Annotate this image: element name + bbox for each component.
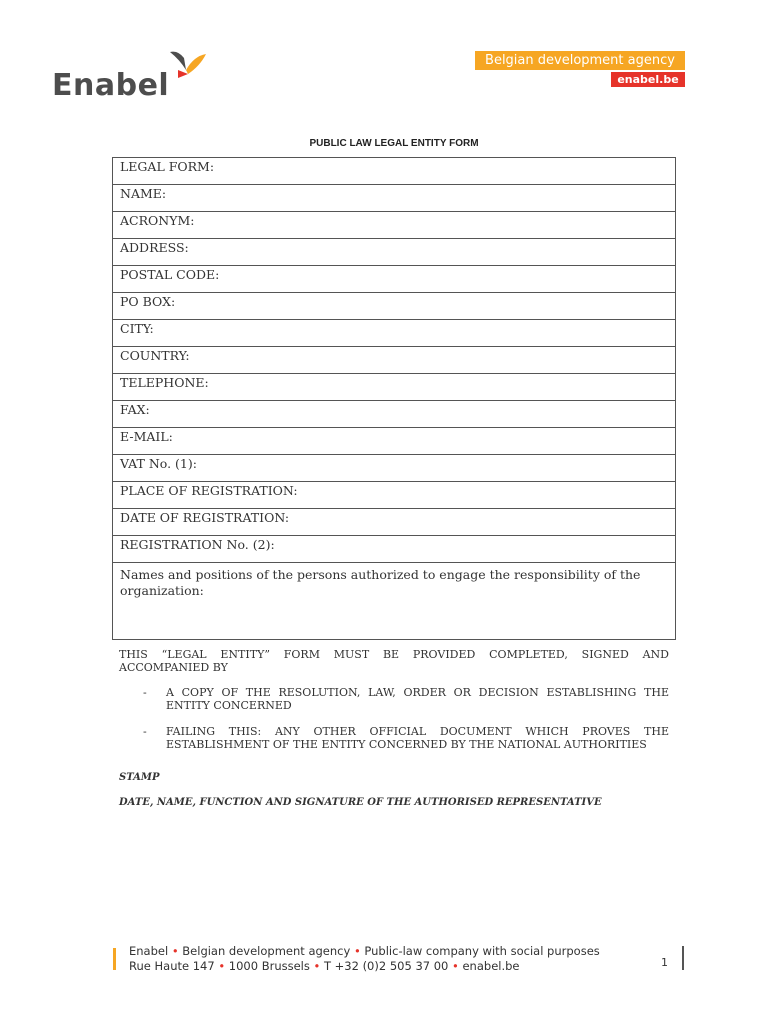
footer-separator: • — [452, 959, 459, 973]
requirement-item — [143, 686, 669, 712]
bird-icon — [164, 48, 208, 82]
footer-accent-bar — [113, 948, 116, 970]
form-field-legal-form[interactable]: LEGAL FORM: — [113, 158, 675, 185]
footer-separator: • — [353, 944, 361, 958]
page-number-bar — [682, 946, 684, 970]
requirement-item — [143, 725, 669, 751]
footer-org: Enabel — [129, 944, 169, 958]
form-field-postal-code[interactable]: POSTAL CODE: — [113, 266, 675, 293]
footer-company-type: Public-law company with social purposes — [364, 944, 600, 958]
form-field-address[interactable]: ADDRESS: — [113, 239, 675, 266]
requirement-text: FAILING THIS: ANY OTHER OFFICIAL DOCUMENT WHICH PROVES THE ESTABLISHMENT OF THE ENTITY CONCERNED BY THE NATIONAL AUTHORITIES — [166, 725, 669, 751]
footer-separator: • — [313, 959, 321, 973]
agency-banner: Belgian development agency — [475, 51, 685, 70]
form-field-name[interactable]: NAME: — [113, 185, 675, 212]
footer-contact — [129, 944, 600, 974]
form-field-place-of-registration[interactable]: PLACE OF REGISTRATION: — [113, 482, 675, 509]
legal-entity-form-table — [112, 157, 676, 640]
footer-agency: Belgian development agency — [182, 944, 351, 958]
footer-city: 1000 Brussels — [228, 959, 310, 973]
footer-line-1 — [129, 944, 600, 959]
footer-line-2 — [129, 959, 600, 974]
form-field-telephone[interactable]: TELEPHONE: — [113, 374, 675, 401]
logo-text: Enabel — [52, 68, 170, 103]
form-field-vat[interactable]: VAT No. (1): — [113, 455, 675, 482]
form-field-acronym[interactable]: ACRONYM: — [113, 212, 675, 239]
footer-phone: T +32 (0)2 505 37 00 — [323, 959, 449, 973]
requirement-text: A COPY OF THE RESOLUTION, LAW, ORDER OR DECISION ESTABLISHING THE ENTITY CONCERNED — [166, 686, 669, 712]
form-field-country[interactable]: COUNTRY: — [113, 347, 675, 374]
enabel-logo — [52, 48, 212, 104]
form-field-fax[interactable]: FAX: — [113, 401, 675, 428]
footer-separator: • — [171, 944, 179, 958]
form-title: PUBLIC LAW LEGAL ENTITY FORM — [309, 138, 479, 149]
form-field-authorized-persons[interactable]: Names and positions of the persons authorized to engage the responsibility of the organization: — [120, 567, 641, 598]
footer-separator: • — [218, 959, 226, 973]
form-field-registration-number[interactable]: REGISTRATION No. (2): — [113, 536, 675, 563]
requirements-notice: THIS “LEGAL ENTITY” FORM MUST BE PROVIDED COMPLETED, SIGNED AND ACCOMPANIED BY — [119, 648, 669, 674]
form-field-po-box[interactable]: PO BOX: — [113, 293, 675, 320]
list-dash: - — [143, 725, 147, 738]
form-field-city[interactable]: CITY: — [113, 320, 675, 347]
list-dash: - — [143, 686, 147, 699]
footer-street: Rue Haute 147 — [129, 959, 215, 973]
stamp-label: STAMP — [119, 772, 160, 783]
form-field-email[interactable]: E-MAIL: — [113, 428, 675, 455]
page-number: 1 — [661, 956, 668, 969]
signature-label: DATE, NAME, FUNCTION AND SIGNATURE OF THE AUTHORISED REPRESENTATIVE — [119, 797, 602, 808]
website-badge: enabel.be — [611, 72, 685, 87]
footer-website-link[interactable]: enabel.be — [462, 959, 520, 973]
form-field-date-of-registration[interactable]: DATE OF REGISTRATION: — [113, 509, 675, 536]
